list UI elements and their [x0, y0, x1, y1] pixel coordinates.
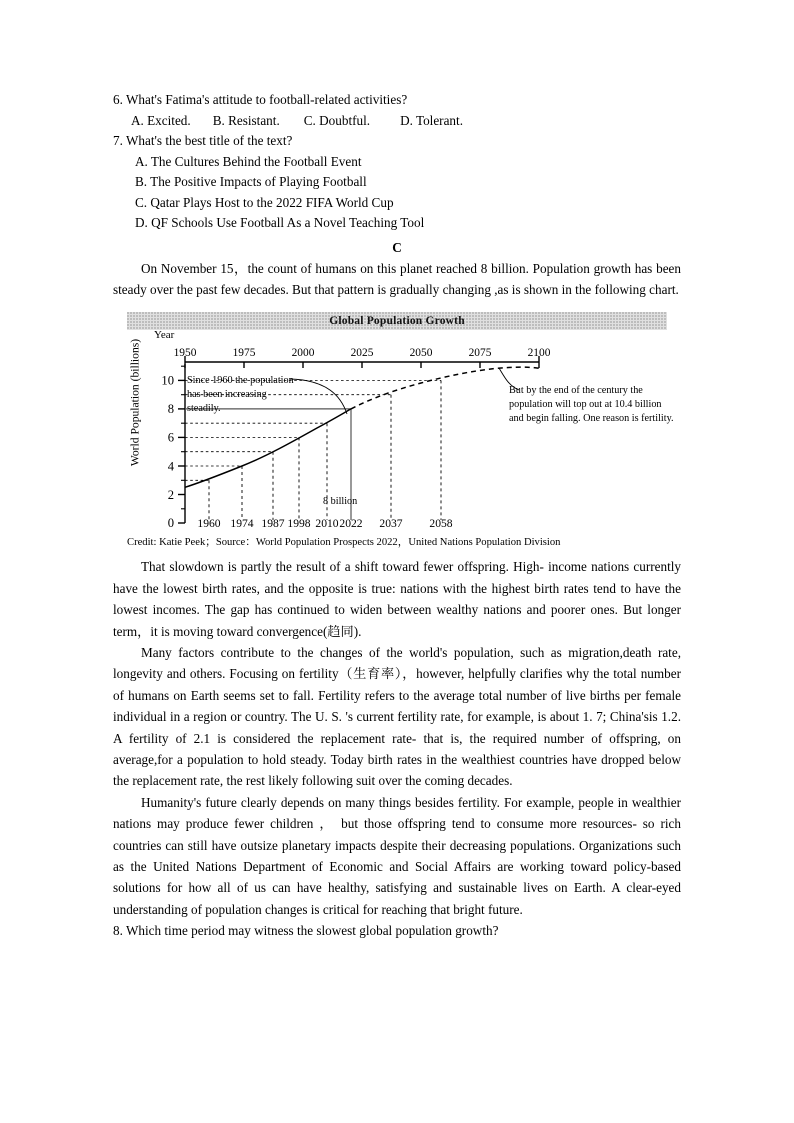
milestone-year-labels: [197, 517, 452, 530]
x-axis-tick-labels: [174, 347, 551, 359]
page-content: [113, 90, 681, 942]
body-paragraph-1: That slowdown is partly the result of a shift toward fewer offspring. High- income nations currently have the lowest birth rates, and the opposite is true: nations with the highest birth rates tend to have the lowest incomes. The gap has continued to widen between wealthy nations and poorer ones. But longer term，it is moving toward convergence(趋同).: [113, 559, 681, 639]
x-tick-1975: 1975: [232, 347, 256, 360]
question-6-stem: [113, 90, 681, 111]
question-6-options: [113, 111, 681, 132]
section-intro-paragraph: On November 15，the count of humans on this planet reached 8 billion. Population growth has been steady over the past few decades. But that pattern is gradually changing ,as is shown in the following chart.: [113, 260, 681, 297]
milestone-label-1974: 1974: [230, 517, 254, 531]
option-7-a[interactable]: A. The Cultures Behind the Football Event: [135, 153, 362, 169]
y-tick-0: 0: [167, 516, 174, 531]
section-letter: C: [392, 239, 402, 255]
figure-credit: Credit: Katie Peek；Source：World Population Prospects 2022，United Nations Population Division: [127, 537, 561, 549]
milestone-label-1998: 1998: [287, 517, 311, 531]
milestone-label-2058: 2058: [429, 517, 453, 531]
question-8-stem: 8. Which time period may witness the slowest global population growth?: [113, 923, 499, 939]
option-6-b[interactable]: B. Resistant.: [212, 112, 280, 128]
option-7-d[interactable]: D. QF Schools Use Football As a Novel Teaching Tool: [135, 215, 425, 230]
x-tick-2000: 2000: [291, 347, 315, 360]
y-tick-6: 6: [167, 431, 174, 446]
figure-global-population-growth: [127, 312, 674, 550]
option-6-a[interactable]: A. Excited.: [131, 112, 191, 128]
x-tick-2050: 2050: [409, 347, 433, 360]
milestone-label-2010: 2010: [315, 517, 339, 531]
y-tick-4: 4: [167, 459, 174, 474]
question-7-stem: [113, 131, 681, 152]
x-axis-title: Year: [154, 329, 175, 342]
body-paragraph-2: Many factors contribute to the changes of the world's population, such as migration,death rate, longevity and others. Focusing on fertility（生育率），however, helpfully clarifies why the total number of humans on Earth seems set to fall. Fertility refers to the average total number of live births per female individual in a region or country. The U. S. 's current fertility rate, for example, is about 1. 7; China'sis 1.2. A fertility of 2.1 is considered the replacement rate- that is, the required number of offspring, on average,for a population to hold steady. Today birth rates in the wealthiest countries have dropped below the replacement rate, the rest likely following suit over the coming decades.: [113, 644, 681, 789]
option-7-c[interactable]: C. Qatar Plays Host to the 2022 FIFA World Cup: [135, 194, 394, 210]
x-tick-2025: 2025: [350, 347, 374, 360]
milestone-label-2022: 2022: [339, 517, 363, 531]
y-axis-title: World Population (billions): [128, 339, 142, 467]
eight-billion-label: 8 billion: [323, 496, 358, 508]
figure-title-bar: [127, 312, 667, 330]
body-paragraph-3: Humanity's future clearly depends on many things besides fertility. For example, people in wealthier nations may produce fewer children ， but those offspring tend to consume more resources- so rich countries can still have outsize planetary impacts despite their decreasing populations. Organizations such as the United Nations Department of Economic and Social Affairs are working toward policy-based solutions for how all of us can have healthy, satisfying and sustainable lives on Earth. A clear-eyed understanding of population changes is critical for reaching that bright future.: [113, 794, 681, 917]
y-axis: [178, 364, 185, 523]
annotation-right: But by the end of the century the population will top out at 10.4 billion and begin falling. One reason is fertility.: [509, 385, 674, 424]
y-tick-2: 2: [167, 488, 174, 503]
option-6-c[interactable]: C. Doubtful.: [303, 112, 371, 128]
figure-title: Global Population Growth: [329, 315, 465, 328]
option-6-d[interactable]: D. Tolerant.: [400, 112, 463, 128]
y-tick-10: 10: [161, 374, 174, 389]
y-tick-8: 8: [167, 402, 174, 417]
observed-population-curve: [185, 409, 351, 487]
x-tick-1950: 1950: [173, 347, 197, 360]
y-axis-tick-labels: [161, 374, 174, 530]
option-7-b[interactable]: B. The Positive Impacts of Playing Football: [135, 174, 367, 189]
x-tick-2075: 2075: [468, 347, 492, 360]
question-6-text: What's Fatima's attitude to football-related activities?: [125, 92, 408, 107]
question-7-number: 7.: [113, 133, 123, 148]
question-6-number: 6.: [113, 92, 123, 107]
x-tick-2100: 2100: [527, 347, 551, 360]
chart-area: [127, 329, 674, 535]
milestone-label-1960: 1960: [197, 517, 221, 531]
annotation-left: Since 1960 the population has been increasing steadily.: [187, 375, 294, 414]
milestone-label-1987: 1987: [261, 517, 285, 531]
milestone-label-2037: 2037: [379, 517, 403, 531]
question-7-text: What's the best title of the text?: [125, 133, 293, 148]
population-line-chart: [127, 330, 667, 535]
